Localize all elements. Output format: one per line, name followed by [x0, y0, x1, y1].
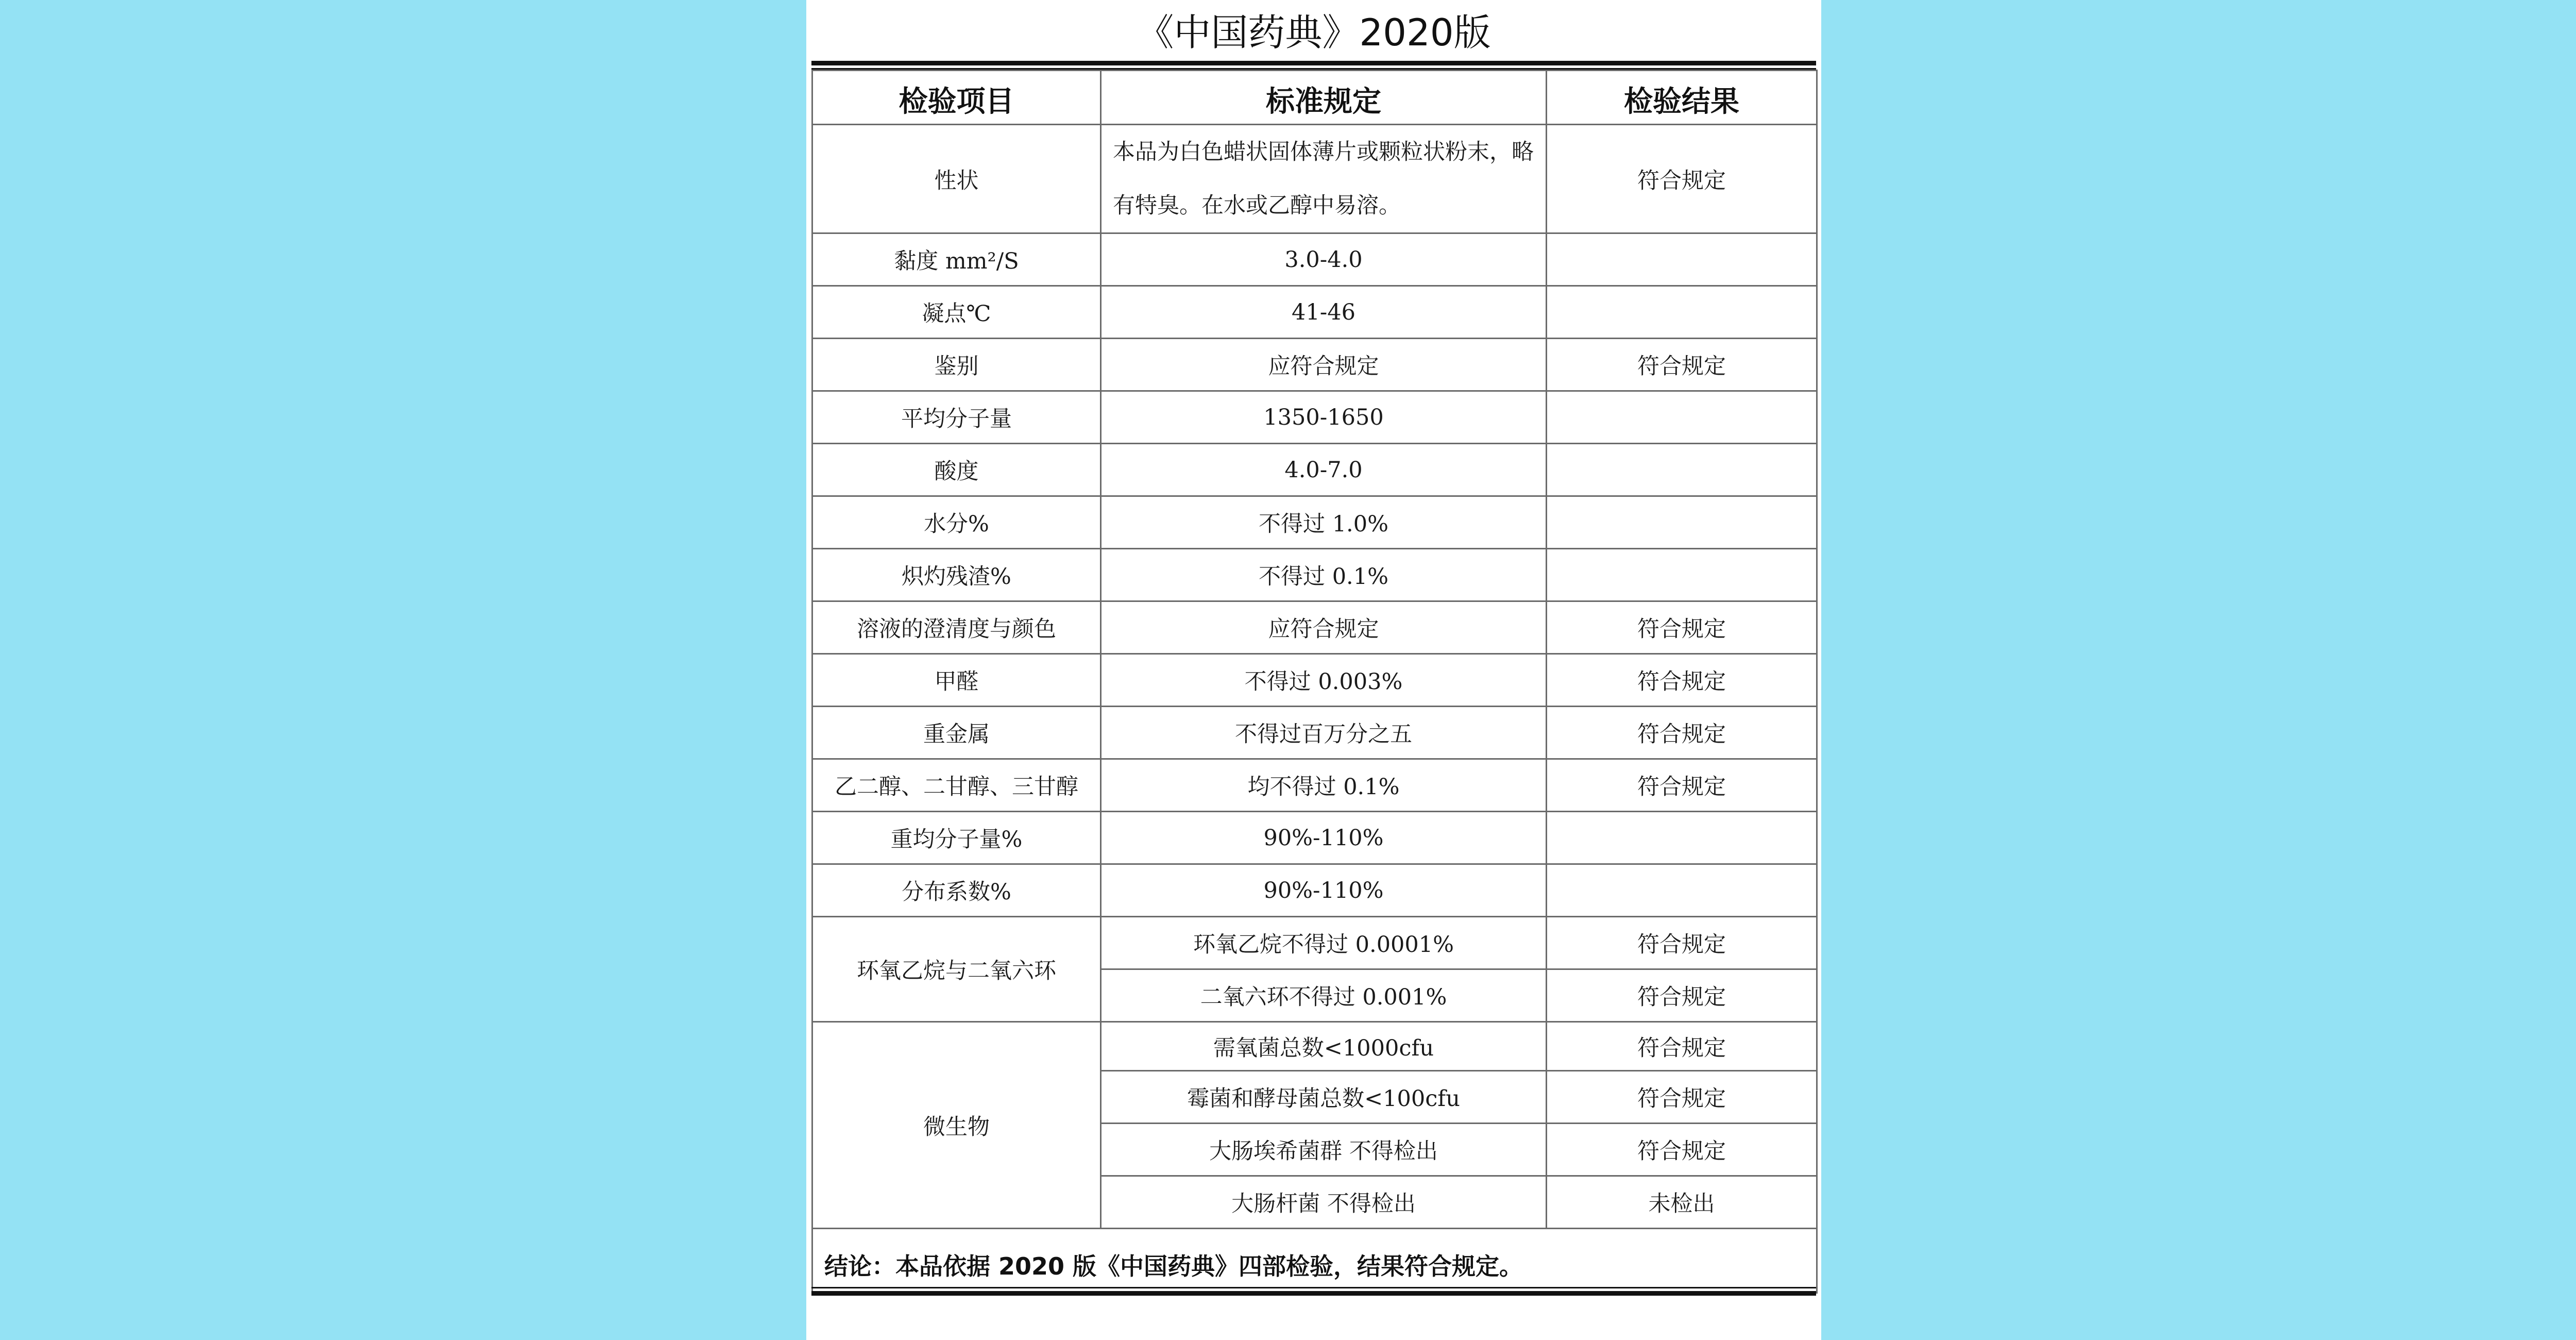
item-cell: 重金属 — [812, 707, 1101, 759]
conclusion-row — [812, 1229, 1817, 1293]
standard-cell: 本品为白色蜡状固体薄片或颗粒状粉末，略有特臭。在水或乙醇中易溶。 — [1101, 125, 1547, 233]
result-cell — [1547, 444, 1817, 496]
result-cell: 符合规定 — [1547, 917, 1817, 969]
item-cell: 微生物 — [812, 1022, 1101, 1229]
standard-cell: 大肠埃希菌群 不得检出 — [1101, 1124, 1547, 1176]
standard-cell: 不得过 0.1% — [1101, 549, 1547, 601]
standard-cell: 环氧乙烷不得过 0.0001% — [1101, 917, 1547, 969]
result-cell: 符合规定 — [1547, 969, 1817, 1022]
result-cell — [1547, 812, 1817, 864]
result-cell — [1547, 286, 1817, 339]
table-row — [812, 125, 1817, 233]
result-cell: 符合规定 — [1547, 707, 1817, 759]
item-cell: 重均分子量% — [812, 812, 1101, 864]
document-title: 《中国药典》2020版 — [1137, 11, 1491, 54]
table-row — [812, 496, 1817, 549]
item-cell: 水分% — [812, 496, 1101, 549]
standard-cell: 90%-110% — [1101, 812, 1547, 864]
bottom-thick-rule — [811, 1291, 1816, 1296]
item-cell: 黏度 mm²/S — [812, 233, 1101, 286]
item-cell: 溶液的澄清度与颜色 — [812, 601, 1101, 654]
result-cell: 符合规定 — [1547, 339, 1817, 391]
item-cell: 鉴别 — [812, 339, 1101, 391]
standard-cell: 4.0-7.0 — [1101, 444, 1547, 496]
standard-cell: 90%-110% — [1101, 864, 1547, 917]
header-standard: 标准规定 — [1101, 71, 1547, 125]
table-header-row — [812, 71, 1817, 125]
item-cell: 环氧乙烷与二氧六环 — [812, 917, 1101, 1022]
item-cell: 甲醛 — [812, 654, 1101, 707]
standard-cell: 需氧菌总数<1000cfu — [1101, 1022, 1547, 1071]
table-row — [812, 391, 1817, 444]
table-row — [812, 759, 1817, 812]
table-row — [812, 864, 1817, 917]
table-row — [812, 812, 1817, 864]
table-row — [812, 339, 1817, 391]
header-item: 检验项目 — [812, 71, 1101, 125]
standard-cell: 霉菌和酵母菌总数<100cfu — [1101, 1071, 1547, 1124]
standard-cell: 不得过 0.003% — [1101, 654, 1547, 707]
standard-cell: 不得过 1.0% — [1101, 496, 1547, 549]
result-cell — [1547, 496, 1817, 549]
result-cell: 未检出 — [1547, 1176, 1817, 1229]
table-row — [812, 917, 1817, 969]
table-row — [812, 707, 1817, 759]
item-cell: 炽灼残渣% — [812, 549, 1101, 601]
standard-cell: 应符合规定 — [1101, 339, 1547, 391]
standard-cell: 二氧六环不得过 0.001% — [1101, 969, 1547, 1022]
result-cell — [1547, 233, 1817, 286]
item-cell: 平均分子量 — [812, 391, 1101, 444]
conclusion-text: 结论：本品依据 2020 版《中国药典》四部检验，结果符合规定。 — [812, 1229, 1817, 1293]
result-cell: 符合规定 — [1547, 125, 1817, 233]
document-page — [806, 0, 1821, 1340]
table-row — [812, 549, 1817, 601]
standard-cell: 不得过百万分之五 — [1101, 707, 1547, 759]
result-cell — [1547, 549, 1817, 601]
standard-cell: 1350-1650 — [1101, 391, 1547, 444]
item-cell: 凝点℃ — [812, 286, 1101, 339]
result-cell: 符合规定 — [1547, 601, 1817, 654]
table-row — [812, 601, 1817, 654]
result-cell: 符合规定 — [1547, 1071, 1817, 1124]
result-cell — [1547, 391, 1817, 444]
item-cell: 性状 — [812, 125, 1101, 233]
table-row — [812, 233, 1817, 286]
item-cell: 乙二醇、二甘醇、三甘醇 — [812, 759, 1101, 812]
table-row — [812, 1022, 1817, 1071]
result-cell: 符合规定 — [1547, 654, 1817, 707]
item-cell: 酸度 — [812, 444, 1101, 496]
standard-cell: 均不得过 0.1% — [1101, 759, 1547, 812]
result-cell: 符合规定 — [1547, 759, 1817, 812]
standard-cell: 3.0-4.0 — [1101, 233, 1547, 286]
header-result: 检验结果 — [1547, 71, 1817, 125]
result-cell: 符合规定 — [1547, 1022, 1817, 1071]
result-cell: 符合规定 — [1547, 1124, 1817, 1176]
top-thick-rule — [811, 61, 1816, 65]
table-row — [812, 654, 1817, 707]
standard-cell: 应符合规定 — [1101, 601, 1547, 654]
result-cell — [1547, 864, 1817, 917]
standard-cell: 大肠杆菌 不得检出 — [1101, 1176, 1547, 1229]
standard-cell: 41-46 — [1101, 286, 1547, 339]
bottom-thin-rule — [811, 1287, 1816, 1288]
inspection-table — [811, 70, 1818, 1294]
item-cell: 分布系数% — [812, 864, 1101, 917]
table-row — [812, 286, 1817, 339]
table-row — [812, 444, 1817, 496]
